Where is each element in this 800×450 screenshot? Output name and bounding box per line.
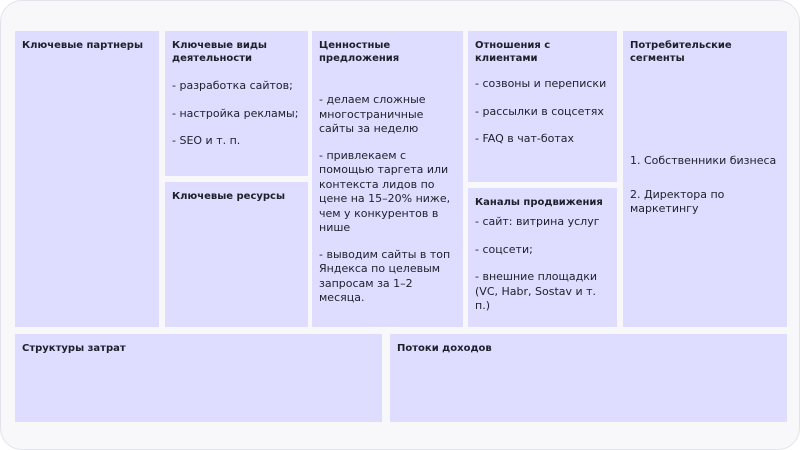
value-propositions-item: - делаем сложные многостраничные сайты за неделю: [319, 93, 426, 135]
key-resources-block: [165, 182, 308, 327]
value-propositions-item: - выводим сайты в топ Яндекса по целевым запросам за 1–2 месяца.: [319, 247, 451, 304]
customer-relationships-item: - рассылки в соцсетях: [475, 104, 604, 118]
revenue-streams-block: [390, 334, 787, 422]
key-activities-item: - разработка сайтов;: [172, 79, 293, 92]
customer-segments-item: 1. Собственники бизнеса: [630, 154, 777, 167]
value-propositions-title: Ценностные предложения: [319, 40, 400, 64]
channels-block: [468, 188, 617, 327]
channels-title: Каналы продвижения: [475, 197, 603, 208]
key-partners-block: [15, 31, 159, 327]
customer-segments-list: [630, 154, 780, 217]
customer-segments-item: 2. Директора по маркетингу: [630, 187, 725, 215]
key-activities-item: - настройка рекламы;: [172, 106, 299, 120]
customer-relationships-item: - созвоны и переписки: [475, 77, 607, 90]
cost-structure-block: [15, 334, 382, 422]
customer-segments-title: Потребительские сегменты: [630, 40, 732, 64]
cost-structure-title: Структуры затрат: [22, 343, 126, 354]
value-propositions-list: [319, 93, 456, 306]
customer-relationships-list: [475, 77, 610, 147]
value-propositions-block: [312, 31, 463, 327]
key-partners-title: Ключевые партнеры: [22, 40, 144, 51]
customer-segments-block: [623, 31, 787, 327]
channels-list: [475, 215, 610, 314]
key-activities-title: Ключевые виды деятельности: [172, 40, 267, 64]
key-activities-block: [165, 31, 308, 176]
channels-item: - соцсети;: [475, 242, 533, 256]
value-propositions-item: - привлекаем с помощью таргета или контекста лидов по цене на 15–20% ниже, чем у конкурентов в нише: [319, 148, 451, 234]
channels-item: - сайт: витрина услуг: [475, 215, 600, 228]
key-activities-item: - SEO и т. п.: [172, 134, 241, 147]
key-activities-list: [172, 79, 301, 149]
customer-relationships-item: - FAQ в чат-ботах: [475, 132, 575, 145]
channels-item: - внешние площадки (VC, Habr, Sostav и т. п.): [475, 270, 598, 312]
customer-relationships-title: Отношения с клиентами: [475, 40, 551, 64]
revenue-streams-title: Потоки доходов: [397, 343, 492, 354]
key-resources-title: Ключевые ресурсы: [172, 191, 286, 202]
customer-relationships-block: [468, 31, 617, 182]
